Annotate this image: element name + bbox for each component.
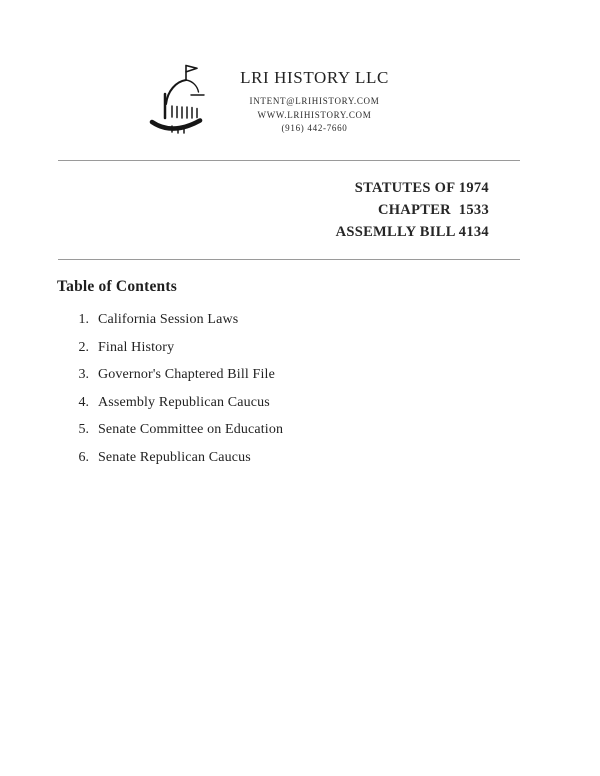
contact-block xyxy=(232,60,397,136)
toc-item-label: Senate Republican Caucus xyxy=(98,449,251,465)
toc-item-number: 6. xyxy=(78,449,89,465)
toc-item xyxy=(57,395,600,411)
table-of-contents xyxy=(57,278,600,466)
toc-item xyxy=(57,450,600,466)
toc-item-label: Final History xyxy=(98,339,175,355)
toc-item xyxy=(57,312,600,328)
top-divider xyxy=(58,160,520,161)
toc-item-number: 3. xyxy=(78,367,89,382)
toc-item-number: 2. xyxy=(78,339,89,355)
statutes-line: STATUTES OF 1974 xyxy=(354,180,489,196)
toc-title: Table of Contents xyxy=(57,278,177,295)
toc-item-label: Governor's Chaptered Bill File xyxy=(98,367,275,382)
document-info xyxy=(0,177,600,243)
toc-item-number: 4. xyxy=(78,394,89,410)
email-text: INTENT@LRIHISTORY.COM xyxy=(249,96,380,106)
letterhead xyxy=(142,0,397,136)
phone-text: (916) 442-7660 xyxy=(281,123,348,133)
chapter-line: CHAPTER 1533 xyxy=(377,202,489,218)
toc-item-label: California Session Laws xyxy=(98,312,239,327)
toc-item-label: Senate Committee on Education xyxy=(98,422,284,437)
toc-item-number: 1. xyxy=(78,312,89,327)
bottom-divider xyxy=(58,259,520,260)
toc-item xyxy=(57,422,600,438)
toc-item xyxy=(57,367,600,383)
website-text: WWW.LRIHISTORY.COM xyxy=(257,109,372,120)
company-name: LRI HISTORY LLC xyxy=(240,68,389,87)
toc-item-number: 5. xyxy=(78,422,89,437)
toc-item-label: Assembly Republican Caucus xyxy=(98,394,270,410)
toc-list xyxy=(57,312,600,466)
assembly-bill-line: ASSEMLLY BILL 4134 xyxy=(335,224,489,240)
capitol-dome-logo-icon xyxy=(142,60,216,136)
toc-item xyxy=(57,340,600,356)
